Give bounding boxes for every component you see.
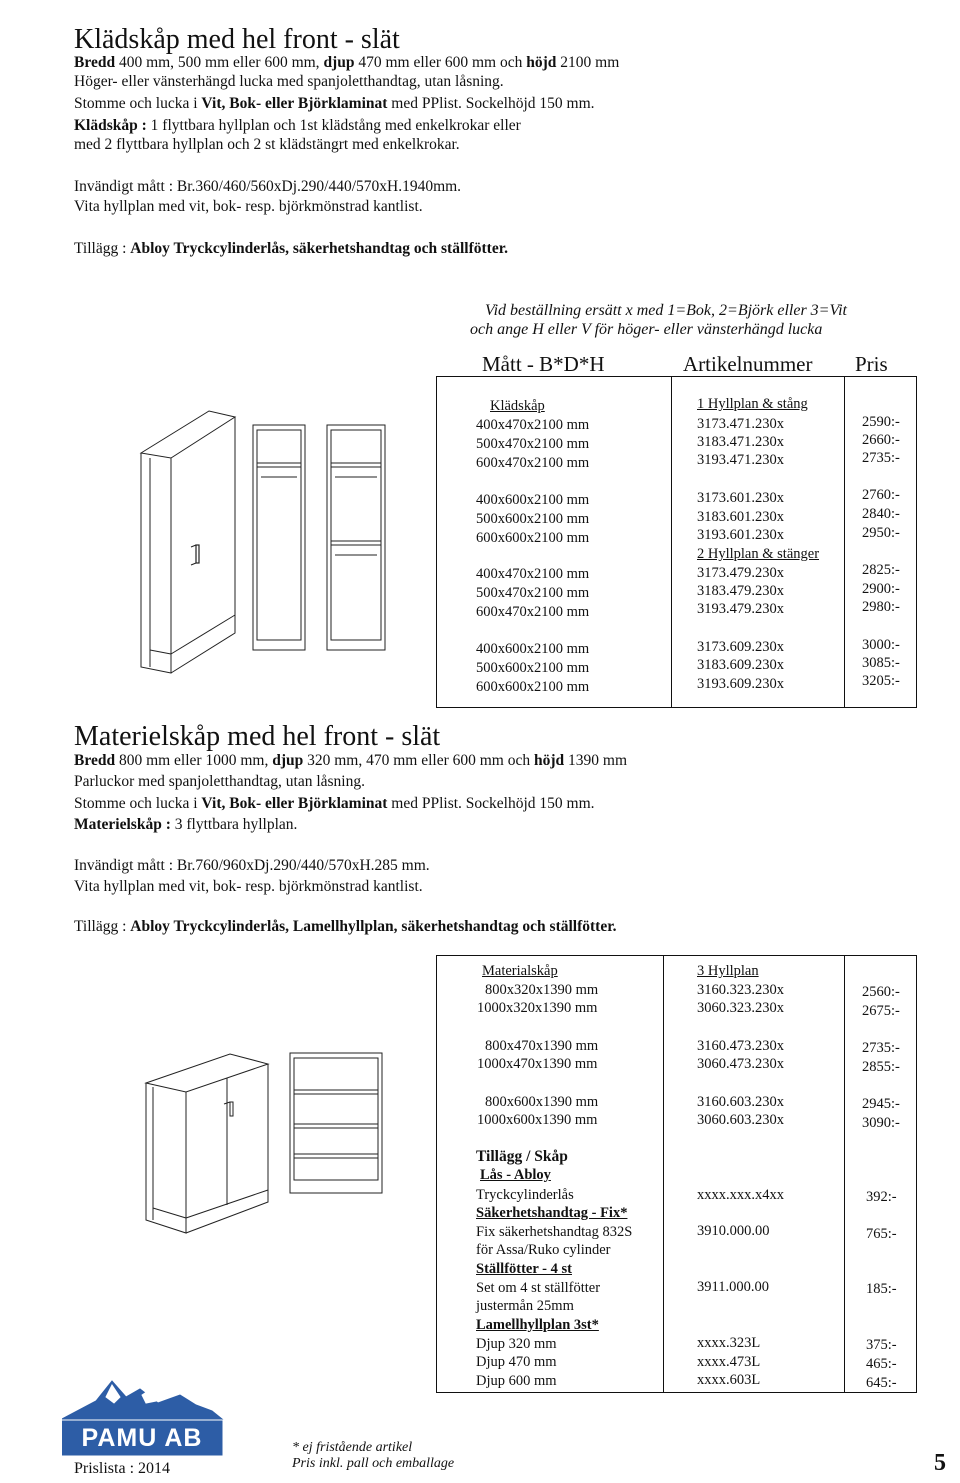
label-kladskap: Klädskåp : xyxy=(74,117,151,134)
text: 400 mm, 500 mm eller 600 mm, xyxy=(115,54,324,71)
mat-addons-line xyxy=(74,917,617,936)
page-number: 5 xyxy=(934,1450,946,1476)
header-matt: Mått - B*D*H xyxy=(482,352,605,376)
mat-col-head: Materialskåp xyxy=(482,963,558,979)
table-row-art: 3183.471.230x xyxy=(697,434,784,450)
label-hojd: höjd xyxy=(534,752,565,769)
table-row-art: 3173.479.230x xyxy=(697,565,784,581)
feet-price: 185:- xyxy=(866,1281,897,1297)
header-pris: Pris xyxy=(855,352,888,376)
lock-head: Lås - Abloy xyxy=(480,1167,551,1183)
table-row-art: 3173.601.230x xyxy=(697,490,784,506)
mat-art-head: 3 Hyllplan xyxy=(697,963,759,979)
text: Stomme och lucka i xyxy=(74,95,202,112)
lamell-price: 375:- xyxy=(866,1337,897,1353)
table-row-art: 3173.609.230x xyxy=(697,639,784,655)
mat-door-line: Parluckor med spanjoletthandtag, utan låsning. xyxy=(74,773,365,790)
table-row-pris: 2980:- xyxy=(862,599,900,615)
table-row-art: 3193.609.230x xyxy=(697,676,784,692)
lamell-art: xxxx.473L xyxy=(697,1354,761,1370)
table-row-matt: 500x470x2100 mm xyxy=(476,585,590,601)
table-row-art: 3193.471.230x xyxy=(697,452,784,468)
table-row-pris: 2735:- xyxy=(862,1040,900,1056)
table-row-pris: 3085:- xyxy=(862,655,900,671)
mat-shelf-note: Vita hyllplan med vit, bok- resp. björkmönstrad kantlist. xyxy=(74,878,423,895)
table-row-pris: 2950:- xyxy=(862,525,900,541)
mat-dimensions-line xyxy=(74,751,627,770)
table-row-matt: 500x600x2100 mm xyxy=(476,660,590,676)
label-djup: djup xyxy=(272,752,304,769)
table-row-matt: 500x470x2100 mm xyxy=(476,436,590,452)
klad-content-line-2: med 2 flyttbara hyllplan och 2 st klädstängrt med enkelkrokar. xyxy=(74,136,460,153)
table-row-matt: 400x600x2100 mm xyxy=(476,492,590,508)
text: Tillägg : xyxy=(74,240,131,257)
lock-art: xxxx.xxx.x4xx xyxy=(697,1187,784,1203)
table-row-pris: 2560:- xyxy=(862,984,900,1000)
lamell-row: Djup 470 mm xyxy=(476,1354,557,1370)
klad-col-head: Klädskåp xyxy=(490,398,545,414)
table-row-pris: 2840:- xyxy=(862,506,900,522)
addon-title: Tillägg / Skåp xyxy=(476,1148,568,1165)
mat-box-art xyxy=(663,955,845,1393)
mat-box-pris xyxy=(844,955,917,1393)
safe-art: 3910.000.00 xyxy=(697,1223,770,1239)
text: 2100 mm xyxy=(556,54,620,71)
table-row-art: 3183.609.230x xyxy=(697,657,784,673)
table-row-matt: 600x600x2100 mm xyxy=(476,679,590,695)
feet-item-2: justermån 25mm xyxy=(476,1298,574,1314)
table-row-pris: 2735:- xyxy=(862,450,900,466)
table-row-art: 3160.323.230x xyxy=(697,982,784,998)
table-row-pris: 2675:- xyxy=(862,1003,900,1019)
material-bold: Vit, Bok- eller Björklaminat xyxy=(201,95,388,112)
label-hojd: höjd xyxy=(526,54,557,71)
label-bredd: Bredd xyxy=(74,752,116,769)
order-note-2: och ange H eller V för höger- eller vänsterhängd lucka xyxy=(470,321,823,338)
text: med PPlist. Sockelhöjd 150 mm. xyxy=(387,95,595,112)
mat-content-line xyxy=(74,815,297,834)
lamell-row: Djup 600 mm xyxy=(476,1373,557,1389)
table-row-art: 3060.323.230x xyxy=(697,1000,784,1016)
prislista: Prislista : 2014 xyxy=(74,1460,171,1477)
text: med PPlist. Sockelhöjd 150 mm. xyxy=(387,795,595,812)
table-row-matt: 400x470x2100 mm xyxy=(476,417,590,433)
label-djup: djup xyxy=(323,54,355,71)
table-row-matt: 400x600x2100 mm xyxy=(476,641,590,657)
mat-title: Materielskåp med hel front - slät xyxy=(74,721,441,752)
klad-group2-head: 2 Hyllplan & stänger xyxy=(697,546,820,562)
label-bredd: Bredd xyxy=(74,54,116,71)
lamell-head: Lamellhyllplan 3st* xyxy=(476,1317,599,1333)
lamell-price: 465:- xyxy=(866,1356,897,1372)
mat-inner-dims: Invändigt mått : Br.760/960xDj.290/440/570xH.285 mm. xyxy=(74,857,430,874)
safe-item-1: Fix säkerhetshandtag 832S xyxy=(476,1224,633,1240)
lamell-art: xxxx.603L xyxy=(697,1372,761,1388)
feet-head: Ställfötter - 4 st xyxy=(476,1261,572,1277)
table-row-matt: 1000x600x1390 mm xyxy=(477,1112,598,1128)
material-bold: Vit, Bok- eller Björklaminat xyxy=(201,795,388,812)
text: 3 flyttbara hyllplan. xyxy=(174,816,298,833)
lock-item: Tryckcylinderlås xyxy=(476,1187,574,1203)
table-row-matt: 600x470x2100 mm xyxy=(476,604,590,620)
feet-art: 3911.000.00 xyxy=(697,1279,769,1295)
table-row-art: 3060.473.230x xyxy=(697,1056,784,1072)
klad-shelf-note: Vita hyllplan med vit, bok- resp. björkmönstrad kantlist. xyxy=(74,198,423,215)
text: 320 mm, 470 mm eller 600 mm och xyxy=(303,752,534,769)
table-row-matt: 800x600x1390 mm xyxy=(485,1094,599,1110)
table-row-pris: 3090:- xyxy=(862,1115,900,1131)
safe-item-2: för Assa/Ruko cylinder xyxy=(476,1242,611,1258)
table-row-matt: 400x470x2100 mm xyxy=(476,566,590,582)
logo-text: PAMU AB xyxy=(81,1424,203,1452)
text: Stomme och lucka i xyxy=(74,795,202,812)
table-row-art: 3160.603.230x xyxy=(697,1094,784,1110)
table-row-matt: 1000x470x1390 mm xyxy=(477,1056,598,1072)
table-row-matt: 600x470x2100 mm xyxy=(476,455,590,471)
klad-inner-dims: Invändigt mått : Br.360/460/560xDj.290/440/570xH.1940mm. xyxy=(74,178,462,195)
addons-bold: Abloy Tryckcylinderlås, Lamellhyllplan, säkerhetshandtag och ställfötter. xyxy=(130,918,617,935)
lock-price: 392:- xyxy=(866,1189,897,1205)
header-artikelnummer: Artikelnummer xyxy=(683,352,813,376)
klad-content-line xyxy=(74,116,521,135)
klad-dimensions-line xyxy=(74,53,619,72)
text: 1 flyttbara hyllplan och 1st klädstång med enkelkrokar eller xyxy=(150,117,521,134)
table-row-art: 3183.479.230x xyxy=(697,583,784,599)
klad-door-line: Höger- eller vänsterhängd lucka med spanjoletthandtag, utan låsning. xyxy=(74,73,504,90)
text: 800 mm eller 1000 mm, xyxy=(115,752,273,769)
table-row-art: 3060.603.230x xyxy=(697,1112,784,1128)
table-row-pris: 2660:- xyxy=(862,432,900,448)
table-row-matt: 800x470x1390 mm xyxy=(485,1038,599,1054)
klad-title: Klädskåp med hel front - slät xyxy=(74,24,400,55)
label-materielskap: Materielskåp : xyxy=(74,816,175,833)
order-note-1: Vid beställning ersätt x med 1=Bok, 2=Björk eller 3=Vit xyxy=(485,302,847,319)
table-row-matt: 500x600x2100 mm xyxy=(476,511,590,527)
text: 470 mm eller 600 mm och xyxy=(354,54,527,71)
table-row-pris: 3205:- xyxy=(862,673,900,689)
lamell-row: Djup 320 mm xyxy=(476,1336,557,1352)
table-row-art: 3173.471.230x xyxy=(697,416,784,432)
table-row-matt: 1000x320x1390 mm xyxy=(477,1000,598,1016)
table-row-art: 3160.473.230x xyxy=(697,1038,784,1054)
table-row-matt: 600x600x2100 mm xyxy=(476,530,590,546)
table-row-pris: 3000:- xyxy=(862,637,900,653)
safe-price: 765:- xyxy=(866,1226,897,1242)
klad-group1-head: 1 Hyllplan & stång xyxy=(697,396,808,412)
addons-bold: Abloy Tryckcylinderlås, säkerhetshandtag och ställfötter. xyxy=(130,240,509,257)
table-row-pris: 2590:- xyxy=(862,414,900,430)
table-row-matt: 800x320x1390 mm xyxy=(485,982,599,998)
safe-head: Säkerhetshandtag - Fix* xyxy=(476,1205,628,1221)
table-row-pris: 2825:- xyxy=(862,562,900,578)
table-row-art: 3183.601.230x xyxy=(697,509,784,525)
footnote-2: Pris inkl. pall och emballage xyxy=(292,1456,455,1471)
table-row-pris: 2900:- xyxy=(862,581,900,597)
lamell-art: xxxx.323L xyxy=(697,1335,761,1351)
text: 1390 mm xyxy=(564,752,628,769)
feet-item-1: Set om 4 st ställfötter xyxy=(476,1280,601,1296)
table-row-pris: 2855:- xyxy=(862,1059,900,1075)
lamell-price: 645:- xyxy=(866,1375,897,1391)
table-row-art: 3193.601.230x xyxy=(697,527,784,543)
klad-material-line xyxy=(74,94,595,113)
text: Tillägg : xyxy=(74,918,131,935)
klad-addons-line xyxy=(74,239,508,258)
mat-material-line xyxy=(74,794,595,813)
table-row-pris: 2945:- xyxy=(862,1096,900,1112)
wardrobe-illustration xyxy=(135,405,435,675)
footnote-1: * ej fristående artikel xyxy=(292,1440,413,1455)
table-row-art: 3193.479.230x xyxy=(697,601,784,617)
table-row-pris: 2760:- xyxy=(862,487,900,503)
materiel-cabinet-illustration xyxy=(140,1050,440,1240)
